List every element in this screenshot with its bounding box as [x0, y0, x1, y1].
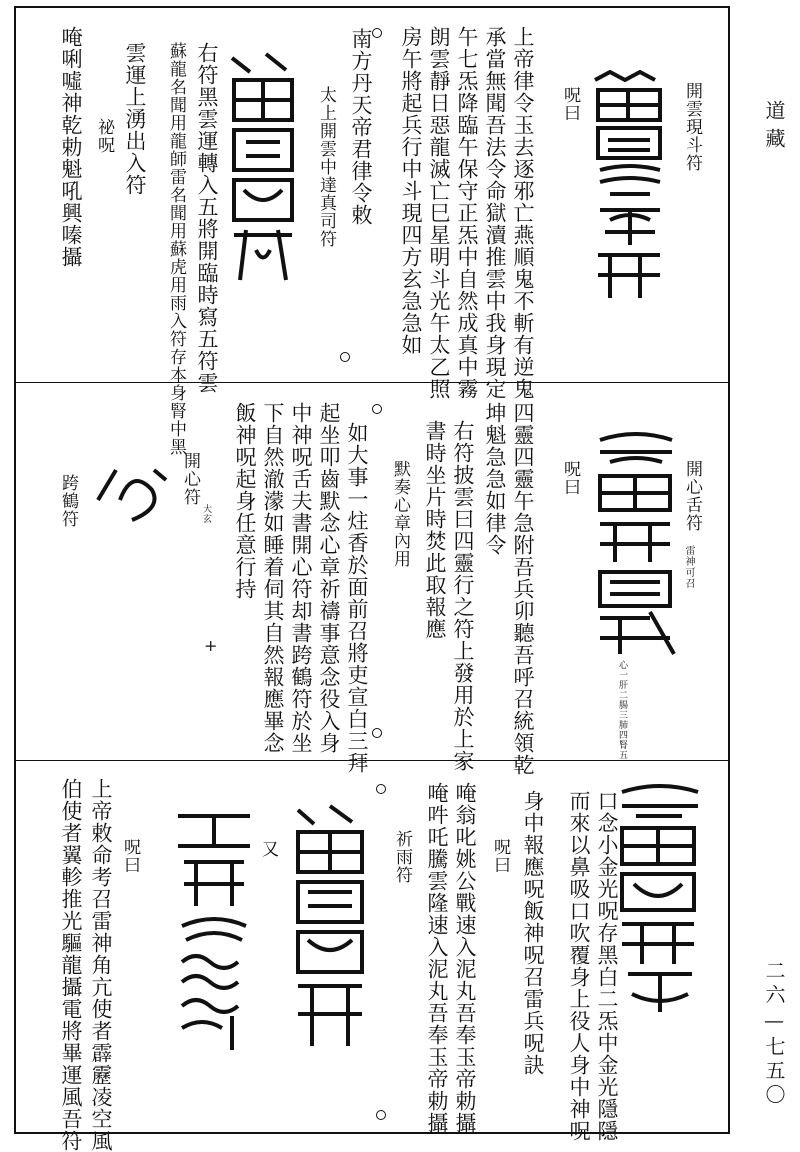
spell-label: 呪曰: [560, 460, 580, 496]
spell-line-5: 房午將起兵行中斗現四方玄急急如: [399, 26, 423, 356]
closing-chant: 唵唎噓神乾勅魁吼興嗪攝: [59, 26, 83, 268]
spell-line-4: 朗雲靜日惡龍滅亡巳星明斗光午太乙照: [427, 26, 451, 400]
circle-mark: [372, 28, 382, 38]
talisman-title: 開雲現斗符: [682, 82, 702, 172]
spell-line-1: 上帝律令玉去逐邪亡燕順鬼不斬有逆鬼: [511, 26, 535, 400]
south-emperor-title: 南方丹天帝君律令敕: [349, 28, 373, 226]
note-line-2: 書時坐片時焚此取報應: [423, 420, 447, 640]
note-line-1: 右符黑雲運轉入五將開臨時寫五符雲: [195, 42, 219, 394]
rain-talisman-2: [172, 806, 256, 1052]
spell-label: 呪曰: [560, 86, 580, 122]
circle-mark: [372, 404, 382, 414]
spell-line-1: 上帝敕命考召雷神角亢使者霹靂凌空風: [89, 778, 113, 1152]
panel-divider-2: [16, 760, 728, 761]
instruction-line-2: 起坐叩齒默念心章祈禱事意念役入身: [317, 402, 341, 754]
instruction-line-1: 如大事一炷香於面前召將吏宣白三拜: [345, 422, 369, 774]
circle-mark: [372, 728, 382, 738]
south-talisman-title: 太上開雲中達真司符: [316, 86, 336, 248]
plus-mark: +: [204, 636, 218, 655]
spell-line-1: 四靈四靈午急附吾兵卯聽吾呼召統領乾: [511, 402, 535, 776]
heart-talisman-note: 大玄: [201, 504, 211, 524]
heart-tongue-talisman: [590, 432, 682, 658]
spell-line-2: 而來以鼻吸口吹覆身上役人身中神呪: [567, 790, 591, 1142]
golden-light-talisman: [612, 784, 708, 1014]
crane-talisman-title: 跨鶴符: [58, 474, 78, 528]
crane-talisman: [92, 460, 172, 530]
instruction-line-4: 下自然澈濛如睡着伺其自然報應畢念: [261, 402, 285, 754]
chant-line-1: 唵翁叱姚公戰速入泥丸吾奉玉帝勅攝: [453, 782, 477, 1134]
panel-divider-1: [16, 382, 728, 383]
chant-line-2: 唵吽吒騰雲隆速入泥丸吾奉玉帝勅攝: [425, 782, 449, 1134]
spell-label: 呪曰: [120, 838, 140, 874]
note-line-1: 右符披雲曰四靈行之符上發用於上家: [451, 420, 475, 772]
spell-line-3: 身中報應呪飯神呪召雷兵呪訣: [521, 790, 545, 1076]
collection-title: 道藏: [762, 100, 786, 156]
organ-note: 心一肝二腸三肺四腎五: [617, 660, 627, 760]
note-line-2: 蘇龍名聞用龍師雷名聞用蘇虎用雨入符存本身腎中黑: [166, 42, 186, 456]
spell-line-1: 口念小金光呪存黑白二炁中金光隱隱: [595, 790, 619, 1142]
spell-line-2: 承當無聞吾法令命獄瀆推雲中我身現定: [483, 26, 507, 400]
spell-line-2: 坤魁急急如律令: [483, 402, 507, 556]
sub-title: 默奏心章內用: [390, 460, 410, 568]
cloud-dipper-talisman: [590, 70, 670, 300]
again-label: 又: [258, 840, 278, 858]
talisman-note: 雷神可召: [683, 545, 694, 589]
spell-line-2: 伯使者翼軫推光驅龍攝電將畢運風吾符: [59, 778, 83, 1152]
note-line-3: 雲運上湧出入符: [123, 42, 147, 196]
heart-talisman-title: 開心符: [180, 452, 200, 506]
rain-talisman-title: 祈雨符: [392, 830, 412, 884]
secret-spell-label: 祕呪: [94, 118, 114, 154]
circle-mark: [340, 352, 350, 362]
talisman-title: 開心舌符: [682, 460, 702, 532]
south-talisman: [226, 50, 300, 290]
instruction-line-5: 飯神呪起身任意行持: [233, 402, 257, 600]
spell-label: 呪曰: [490, 838, 510, 874]
circle-mark: [376, 784, 386, 794]
spell-line-3: 午七炁降臨午保守正炁中自然成真中霧: [455, 26, 479, 400]
instruction-line-3: 中神呪舌夫書開心符却書跨鶴符於坐: [289, 402, 313, 754]
rain-talisman: [290, 800, 372, 1050]
page-number: 二六—七五〇: [762, 960, 786, 1108]
circle-mark: [376, 1110, 386, 1120]
